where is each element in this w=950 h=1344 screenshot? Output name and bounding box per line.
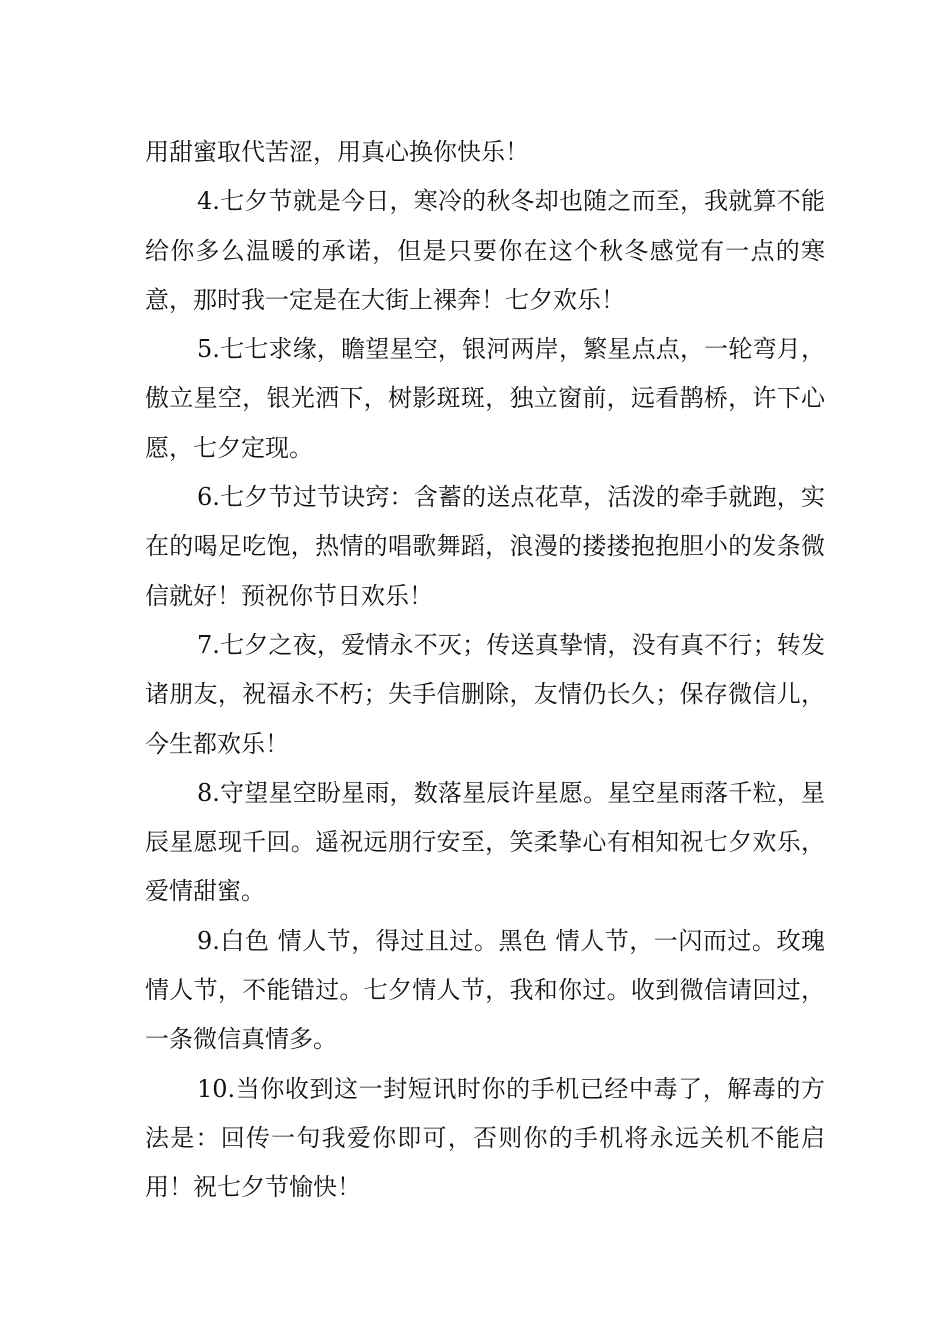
paragraph-item-9: 9.白色 情人节，得过且过。黑色 情人节，一闪而过。玫瑰情人节，不能错过。七夕情人节，我和你过。收到微信请回过，一条微信真情多。 — [145, 926, 825, 1054]
paragraph-continuation: 用甜蜜取代苦涩，用真心换你快乐！ — [145, 138, 529, 166]
paragraph-item-5: 5.七七求缘，瞻望星空，银河两岸，繁星点点，一轮弯月，傲立星空，银光洒下，树影斑斑，独立窗前，远看鹊桥，许下心愿，七夕定现。 — [145, 335, 825, 462]
paragraph-item-4: 4.七夕节就是今日，寒冷的秋冬却也随之而至，我就算不能给你多么温暖的承诺，但是只要你在这个秋冬感觉有一点的寒意，那时我一定是在大街上裸奔！七夕欢乐！ — [145, 187, 825, 314]
paragraph-item-10: 10.当你收到这一封短讯时你的手机已经中毒了，解毒的方法是：回传一句我爱你即可，否则你的手机将永远关机不能启用！祝七夕节愉快！ — [145, 1074, 825, 1202]
paragraph-item-6: 6.七夕节过节诀窍：含蓄的送点花草，活泼的牵手就跑，实在的喝足吃饱，热情的唱歌舞蹈，浪漫的搂搂抱抱胆小的发条微信就好！预祝你节日欢乐！ — [145, 483, 825, 610]
paragraph-item-7: 7.七夕之夜，爱情永不灭；传送真挚情，没有真不行；转发诸朋友，祝福永不朽；失手信删除，友情仍长久；保存微信儿，今生都欢乐！ — [145, 630, 825, 758]
body-text — [145, 128, 825, 1213]
paragraph-item-8: 8.守望星空盼星雨，数落星辰许星愿。星空星雨落千粒，星辰星愿现千回。遥祝远朋行安至，笑柔挚心有相知祝七夕欢乐，爱情甜蜜。 — [145, 778, 825, 906]
